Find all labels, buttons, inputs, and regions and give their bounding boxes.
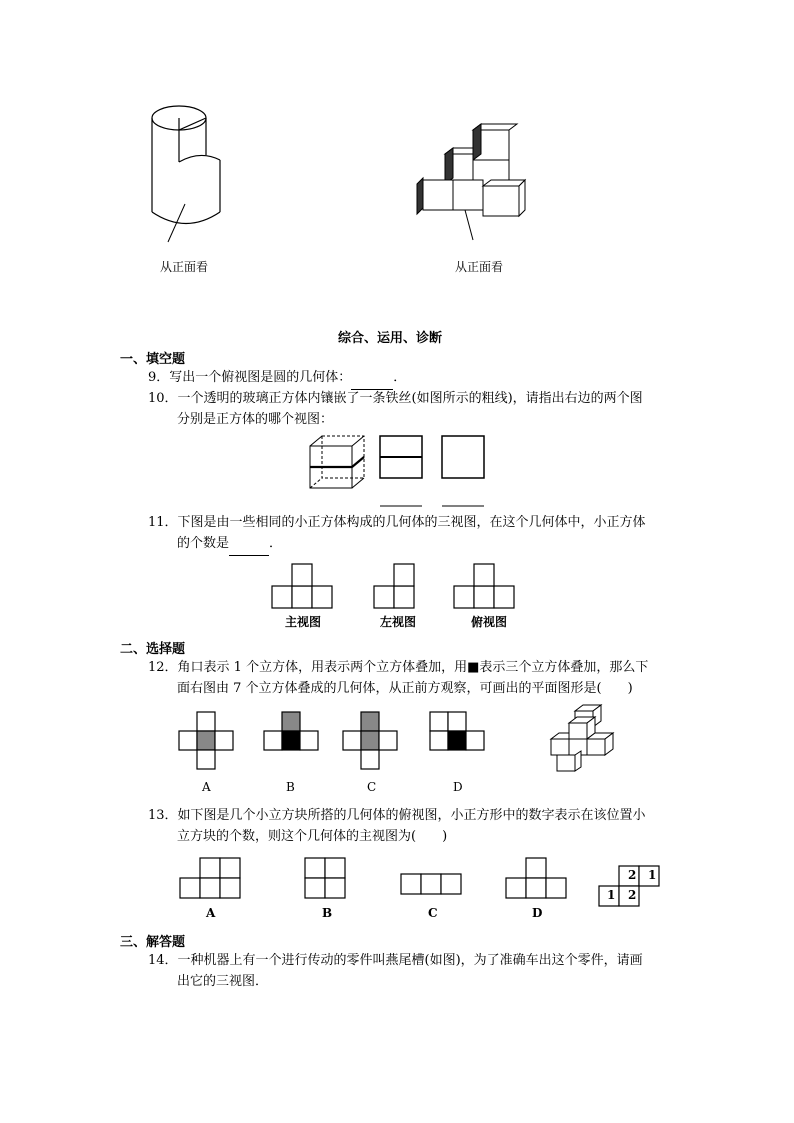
part2-heading: 二、选择题 — [120, 642, 186, 657]
grid-number: 2 — [628, 888, 637, 902]
q13-options — [178, 856, 578, 902]
section-title: 综合、运用、诊断 — [338, 331, 443, 346]
q12-option-d: D — [453, 780, 463, 794]
grid-number: 1 — [607, 888, 616, 902]
grid-number: 2 — [628, 868, 637, 882]
q10-line1: 10．一个透明的玻璃正方体内镶嵌了一条铁丝(如图所示的粗线)，请指出右边的两个图 — [148, 391, 643, 406]
q13-option-c: C — [428, 906, 438, 920]
q13-option-b: B — [322, 906, 333, 920]
q12-cube-stack — [545, 705, 625, 775]
q10-figures — [308, 432, 488, 512]
q11-top-view-label: 俯视图 — [471, 615, 508, 629]
q9-text: 9．写出一个俯视图是圆的几何体： — [148, 370, 352, 385]
part1-heading: 一、填空题 — [120, 352, 186, 367]
question-11-line2 — [177, 533, 282, 556]
q13-option-a: A — [206, 906, 216, 920]
q11-blank — [229, 533, 269, 556]
right-figure-caption: 从正面看 — [455, 260, 504, 274]
q12-option-c: C — [367, 780, 377, 794]
q11-line1: 11．下图是由一些相同的小正方体构成的几何体的三视图，在这个几何体中，小正方体 — [148, 515, 646, 530]
cube-stack-figure — [415, 118, 535, 248]
q12-line1: 12．角口表示 1 个立方体，用表示两个立方体叠加，用■表示三个立方体叠加，那么下 — [148, 660, 649, 675]
part3-heading: 三、解答题 — [120, 935, 186, 950]
q14-line2: 出它的三视图． — [177, 974, 269, 989]
q13-line1: 13．如下图是几个小立方块所搭的几何体的俯视图，小正方形中的数字表示在该位置小 — [148, 808, 646, 823]
q10-line2: 分别是正方体的哪个视图： — [177, 412, 334, 427]
cylinder-figure — [140, 100, 240, 250]
q13-line2: 立方块的个数，则这个几何体的主视图为( ) — [177, 829, 448, 844]
q9-end: ． — [393, 370, 407, 385]
left-figure-caption: 从正面看 — [160, 260, 209, 274]
question-9 — [148, 367, 406, 390]
grid-number: 1 — [648, 868, 657, 882]
q12-option-a: A — [202, 780, 211, 794]
q12-option-b: B — [286, 780, 295, 794]
q9-blank — [351, 367, 393, 390]
q11-three-views — [270, 560, 530, 612]
q11-end: ． — [269, 536, 283, 551]
q13-option-d: D — [532, 906, 543, 920]
q14-line1: 14．一种机器上有一个进行传动的零件叫燕尾槽(如图)，为了准确车出这个零件，请画 — [148, 953, 643, 968]
q12-line2: 面右图由 7 个立方体叠成的几何体，从正前方观察，可画出的平面图形是( ) — [177, 681, 633, 696]
q11-text: 的个数是 — [177, 536, 230, 551]
q11-front-view-label: 主视图 — [285, 615, 322, 629]
q11-left-view-label: 左视图 — [380, 615, 417, 629]
